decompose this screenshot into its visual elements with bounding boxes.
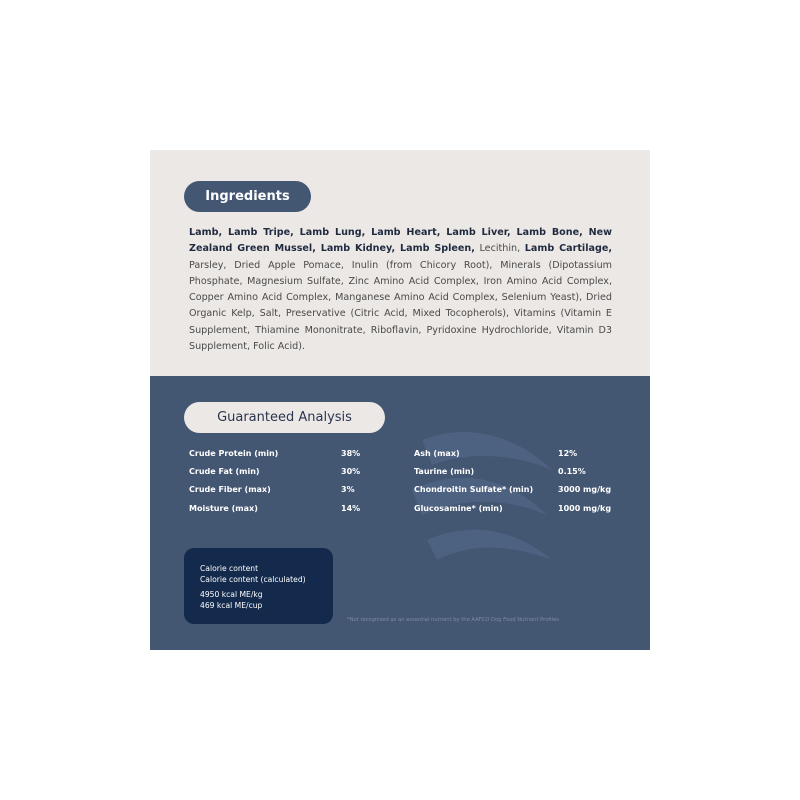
ingredients-title: Ingredients: [184, 181, 311, 212]
ingredients-bold-text: Lamb, Lamb Tripe, Lamb Lung, Lamb Heart, Lamb Liver, Lamb Bone, New Zealand Green Mussel, Lamb Kidney, Lamb Spleen,: [189, 227, 612, 255]
footnote: *Not recognized as an essential nutrient by the AAFCO Dog Food Nutrient Profiles: [347, 617, 559, 623]
analysis-label-crude-fiber: Crude Fiber (max): [189, 485, 271, 494]
ingredients-list: [189, 225, 612, 355]
analysis-value-taurine: 0.15%: [558, 467, 586, 476]
calorie-line-1: Calorie content: [200, 564, 259, 573]
analysis-label-crude-fat: Crude Fat (min): [189, 467, 260, 476]
analysis-value-crude-fiber: 3%: [341, 485, 355, 494]
analysis-title: Guaranteed Analysis: [184, 402, 385, 433]
analysis-label-chondroitin: Chondroitin Sulfate* (min): [414, 485, 534, 494]
analysis-label-moisture: Moisture (max): [189, 504, 258, 513]
analysis-label-glucosamine: Glucosamine* (min): [414, 504, 503, 513]
analysis-value-crude-fat: 30%: [341, 467, 361, 476]
analysis-value-crude-protein: 38%: [341, 449, 361, 458]
analysis-value-ash: 12%: [558, 449, 578, 458]
analysis-value-moisture: 14%: [341, 504, 361, 513]
analysis-value-chondroitin: 3000 mg/kg: [558, 485, 612, 494]
wave-swirl-icon: [412, 420, 562, 570]
calorie-line-3: 4950 kcal ME/kg: [200, 590, 263, 599]
product-info-panel: [150, 150, 650, 650]
calorie-content-box: [184, 548, 333, 624]
analysis-label-taurine: Taurine (min): [414, 467, 475, 476]
ingredients-bold-cartilage: Lamb Cartilage,: [524, 243, 612, 255]
calorie-line-2: Calorie content (calculated): [200, 574, 306, 584]
ingredients-lecithin: Lecithin,: [474, 243, 525, 255]
analysis-label-crude-protein: Crude Protein (min): [189, 449, 279, 458]
analysis-label-ash: Ash (max): [414, 449, 460, 458]
ingredients-section: [150, 150, 650, 376]
ingredients-rest-text: Parsley, Dried Apple Pomace, Inulin (from Chicory Root), Minerals (Dipotassium Phosphate, Magnesium Sulfate, Zinc Amino Acid Complex, Iron Amino Acid Complex, Copper Amino Acid Complex, Manganese Amino Acid Complex, Selenium Yeast), Dried Organic Kelp, Salt, Preservative (Citric Acid, Mixed Tocopherols), Vitamins (Vitamin E Supplement, Thiamine Mononitrate, Riboflavin, Pyridoxine Hydrochloride, Vitamin D3 Supplement, Folic Acid).: [189, 259, 612, 353]
calorie-line-4: 469 kcal ME/cup: [200, 600, 263, 610]
analysis-value-glucosamine: 1000 mg/kg: [558, 504, 612, 513]
